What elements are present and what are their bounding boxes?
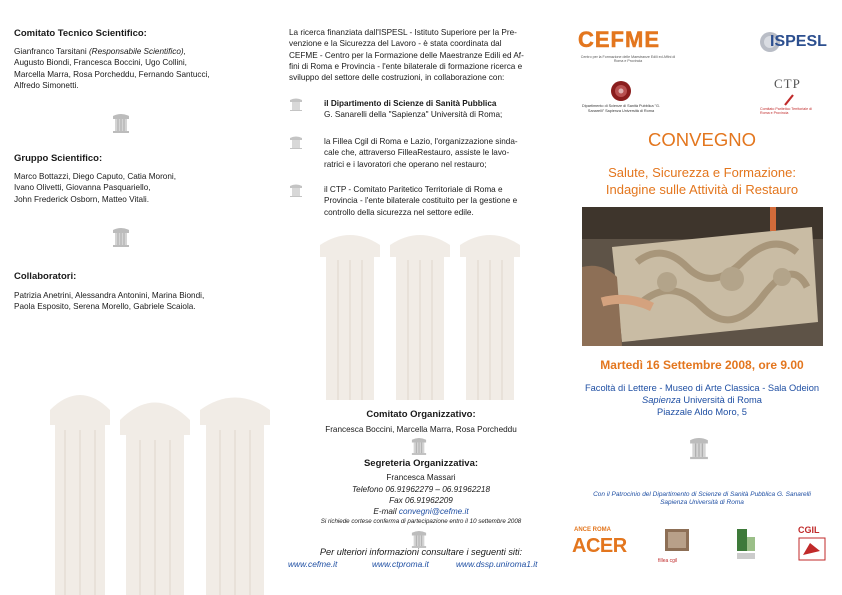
info-text: Per ulteriori informazioni consultare i seguenti siti: <box>319 547 523 557</box>
fax-text: Fax 06.91962209 <box>389 496 453 505</box>
collaboratori-heading: Collaboratori: <box>14 271 77 282</box>
intro-line: CEFME - Centro per la Formazione delle Maestranze Edili ed Af- <box>289 50 524 60</box>
site-link[interactable]: www.dssp.uniroma1.it <box>456 559 538 569</box>
bullet-item <box>324 136 559 170</box>
email-row <box>280 506 562 517</box>
collaboratori-list <box>14 290 274 313</box>
conferma-note: Si richiede cortese conferma di partecipazione entro il 10 settembre 2008 <box>320 518 522 525</box>
ispesl-logo: ISPESL <box>770 33 827 50</box>
event-date: Martedì 16 Settembre 2008, ore 9.00 <box>600 358 804 372</box>
collab-line: Paola Esposito, Serena Morello, Gabriele Scaiola. <box>14 302 196 312</box>
column-ornament-icon <box>689 436 709 460</box>
site-link[interactable]: www.cefme.it <box>288 559 338 569</box>
venue-line-2 <box>562 395 842 405</box>
ctp-caption: Comitato Paritetico Territoriale di Roma e Provincia <box>760 107 812 116</box>
bullet-line: G. Sanarelli della "Sapienza" Università di Roma; <box>324 110 503 120</box>
patrocinio-line-2: Sapienza Università di Roma <box>660 499 744 506</box>
comitato-line: Marcella Marra, Rosa Porcheddu, Fernando Santucci, <box>14 69 210 79</box>
column-ornament-icon <box>411 437 427 455</box>
patrocinio-line-1: Con il Patrocinio del Dipartimento di Scienze di Sanità Pubblica G. Sanarelli <box>593 491 811 498</box>
comitato-tecnico-list <box>14 46 274 91</box>
convegno-title: CONVEGNO <box>648 129 756 150</box>
bullet-line: controllo della sicurezza nel settore edile. <box>324 207 474 217</box>
intro-paragraph <box>289 27 559 83</box>
fillea-cgil-emblem-icon <box>663 527 691 557</box>
ctp-swoosh-icon <box>783 93 795 107</box>
email-label: E-mail <box>373 507 399 516</box>
ghost-columns-illustration <box>320 225 520 400</box>
bullet-line: ratrici e i lavoratori che operano nel restauro; <box>324 159 487 169</box>
comitato-line: Alfredo Simonetti. <box>14 80 79 90</box>
intro-line: fini di Roma e Provincia - l'ente bilaterale di formazione ricerca e <box>289 61 523 71</box>
venue-universita: Università di Roma <box>680 395 762 405</box>
university-seal-icon <box>610 80 632 102</box>
acer-logo: ACER <box>572 535 627 557</box>
intro-line: La ricerca finanziata dall'ISPESL - Istituto Superiore per la Pre- <box>289 28 517 37</box>
column-bullet-icon <box>290 98 302 111</box>
gruppo-scientifico-list <box>14 171 274 205</box>
comitato-line: Gianfranco Tarsitani (Responsabile Scientifico), <box>14 47 186 56</box>
segreteria-heading: Segreteria Organizzativa: <box>363 458 479 469</box>
comitato-line: Augusto Biondi, Francesca Boccini, Ugo Collini, <box>14 58 187 68</box>
telefono-text: Telefono 06.91962279 – 06.91962218 <box>351 485 491 494</box>
bullet-item <box>324 98 559 121</box>
collab-line: Patrizia Anetrini, Alessandra Antonini, Marina Biondi, <box>14 291 205 300</box>
column-ornament-icon <box>112 227 130 247</box>
cefme-caption: Centro per la Formazione delle Maestranze Edili ed Affini di Roma e Provincia <box>580 55 676 64</box>
cgil-logo: CGIL <box>798 525 820 535</box>
bullet-line: il CTP - Comitato Paritetico Territoriale di Roma e <box>324 185 503 194</box>
site-link-dssp[interactable] <box>456 559 537 569</box>
fillea-cgil-label: fillea cgil <box>658 558 678 564</box>
event-subtitle-1: Salute, Sicurezza e Formazione: <box>608 165 796 180</box>
comitato-organizzativo-heading: Comitato Organizzativo: <box>366 409 476 420</box>
intro-line: venzione e la Sicurezza del Lavoro - è stata coordinata dal <box>289 39 502 49</box>
column-ornament-icon <box>411 530 427 548</box>
venue-sapienza: Sapienza <box>642 395 681 405</box>
site-link-cefme[interactable] <box>288 559 337 569</box>
site-link-ctproma[interactable] <box>372 559 429 569</box>
restoration-photo <box>582 207 823 346</box>
partner-emblem-icon <box>735 527 757 561</box>
middle-panel <box>280 0 562 595</box>
bullet-line: la Fillea Cgil di Roma e Lazio, l'organizzazione sinda- <box>324 137 518 146</box>
comitato-tecnico-heading: Comitato Tecnico Scientifico: <box>14 28 147 39</box>
right-panel <box>562 0 842 595</box>
segreteria-name: Francesca Massari <box>386 473 456 482</box>
comitato-organizzativo-names: Francesca Boccini, Marcella Marra, Rosa Porcheddu <box>325 425 517 434</box>
ghost-columns-illustration <box>40 380 280 595</box>
cefme-logo: CEFME <box>578 27 660 52</box>
cgil-emblem-icon <box>798 537 826 561</box>
email-link[interactable]: convegni@cefme.it <box>398 507 469 516</box>
left-panel <box>0 0 280 595</box>
gruppo-line: John Frederick Osborn, Matteo Vitali. <box>14 194 150 204</box>
ance-roma-label: ANCE ROMA <box>574 527 611 533</box>
bullet-item <box>324 184 559 218</box>
gruppo-scientifico-heading: Gruppo Scientifico: <box>14 153 103 164</box>
gruppo-line: Ivano Olivetti, Giovanna Pasquariello, <box>14 183 151 193</box>
venue-line-1: Facoltà di Lettere - Museo di Arte Classica - Sala Odeion <box>584 383 820 393</box>
column-ornament-icon <box>112 113 130 133</box>
ctp-logo: CTP <box>774 76 801 91</box>
bullet-line: Provincia - l'ente bilaterale costituito per la gestione e <box>324 196 518 206</box>
column-bullet-icon <box>290 136 302 149</box>
bullet-line: cale che, attraverso FilleaRestauro, assiste le lavo- <box>324 148 510 158</box>
dept-caption: Dipartimento di Scienze di Sanità Pubblica "G. Sanarelli" Sapienza Università di Roma <box>582 104 660 113</box>
site-link[interactable]: www.ctproma.it <box>372 559 429 569</box>
intro-line: sviluppo del settore delle costruzioni, in collaborazione con: <box>289 73 505 83</box>
event-subtitle-2: Indagine sulle Attività di Restauro <box>605 182 799 197</box>
venue-line-3: Piazzale Aldo Moro, 5 <box>657 407 747 417</box>
bullet-line: il Dipartimento di Scienze di Sanità Pubblica <box>324 99 497 108</box>
gruppo-line: Marco Bottazzi, Diego Caputo, Catia Moroni, <box>14 172 177 181</box>
column-bullet-icon <box>290 184 302 197</box>
